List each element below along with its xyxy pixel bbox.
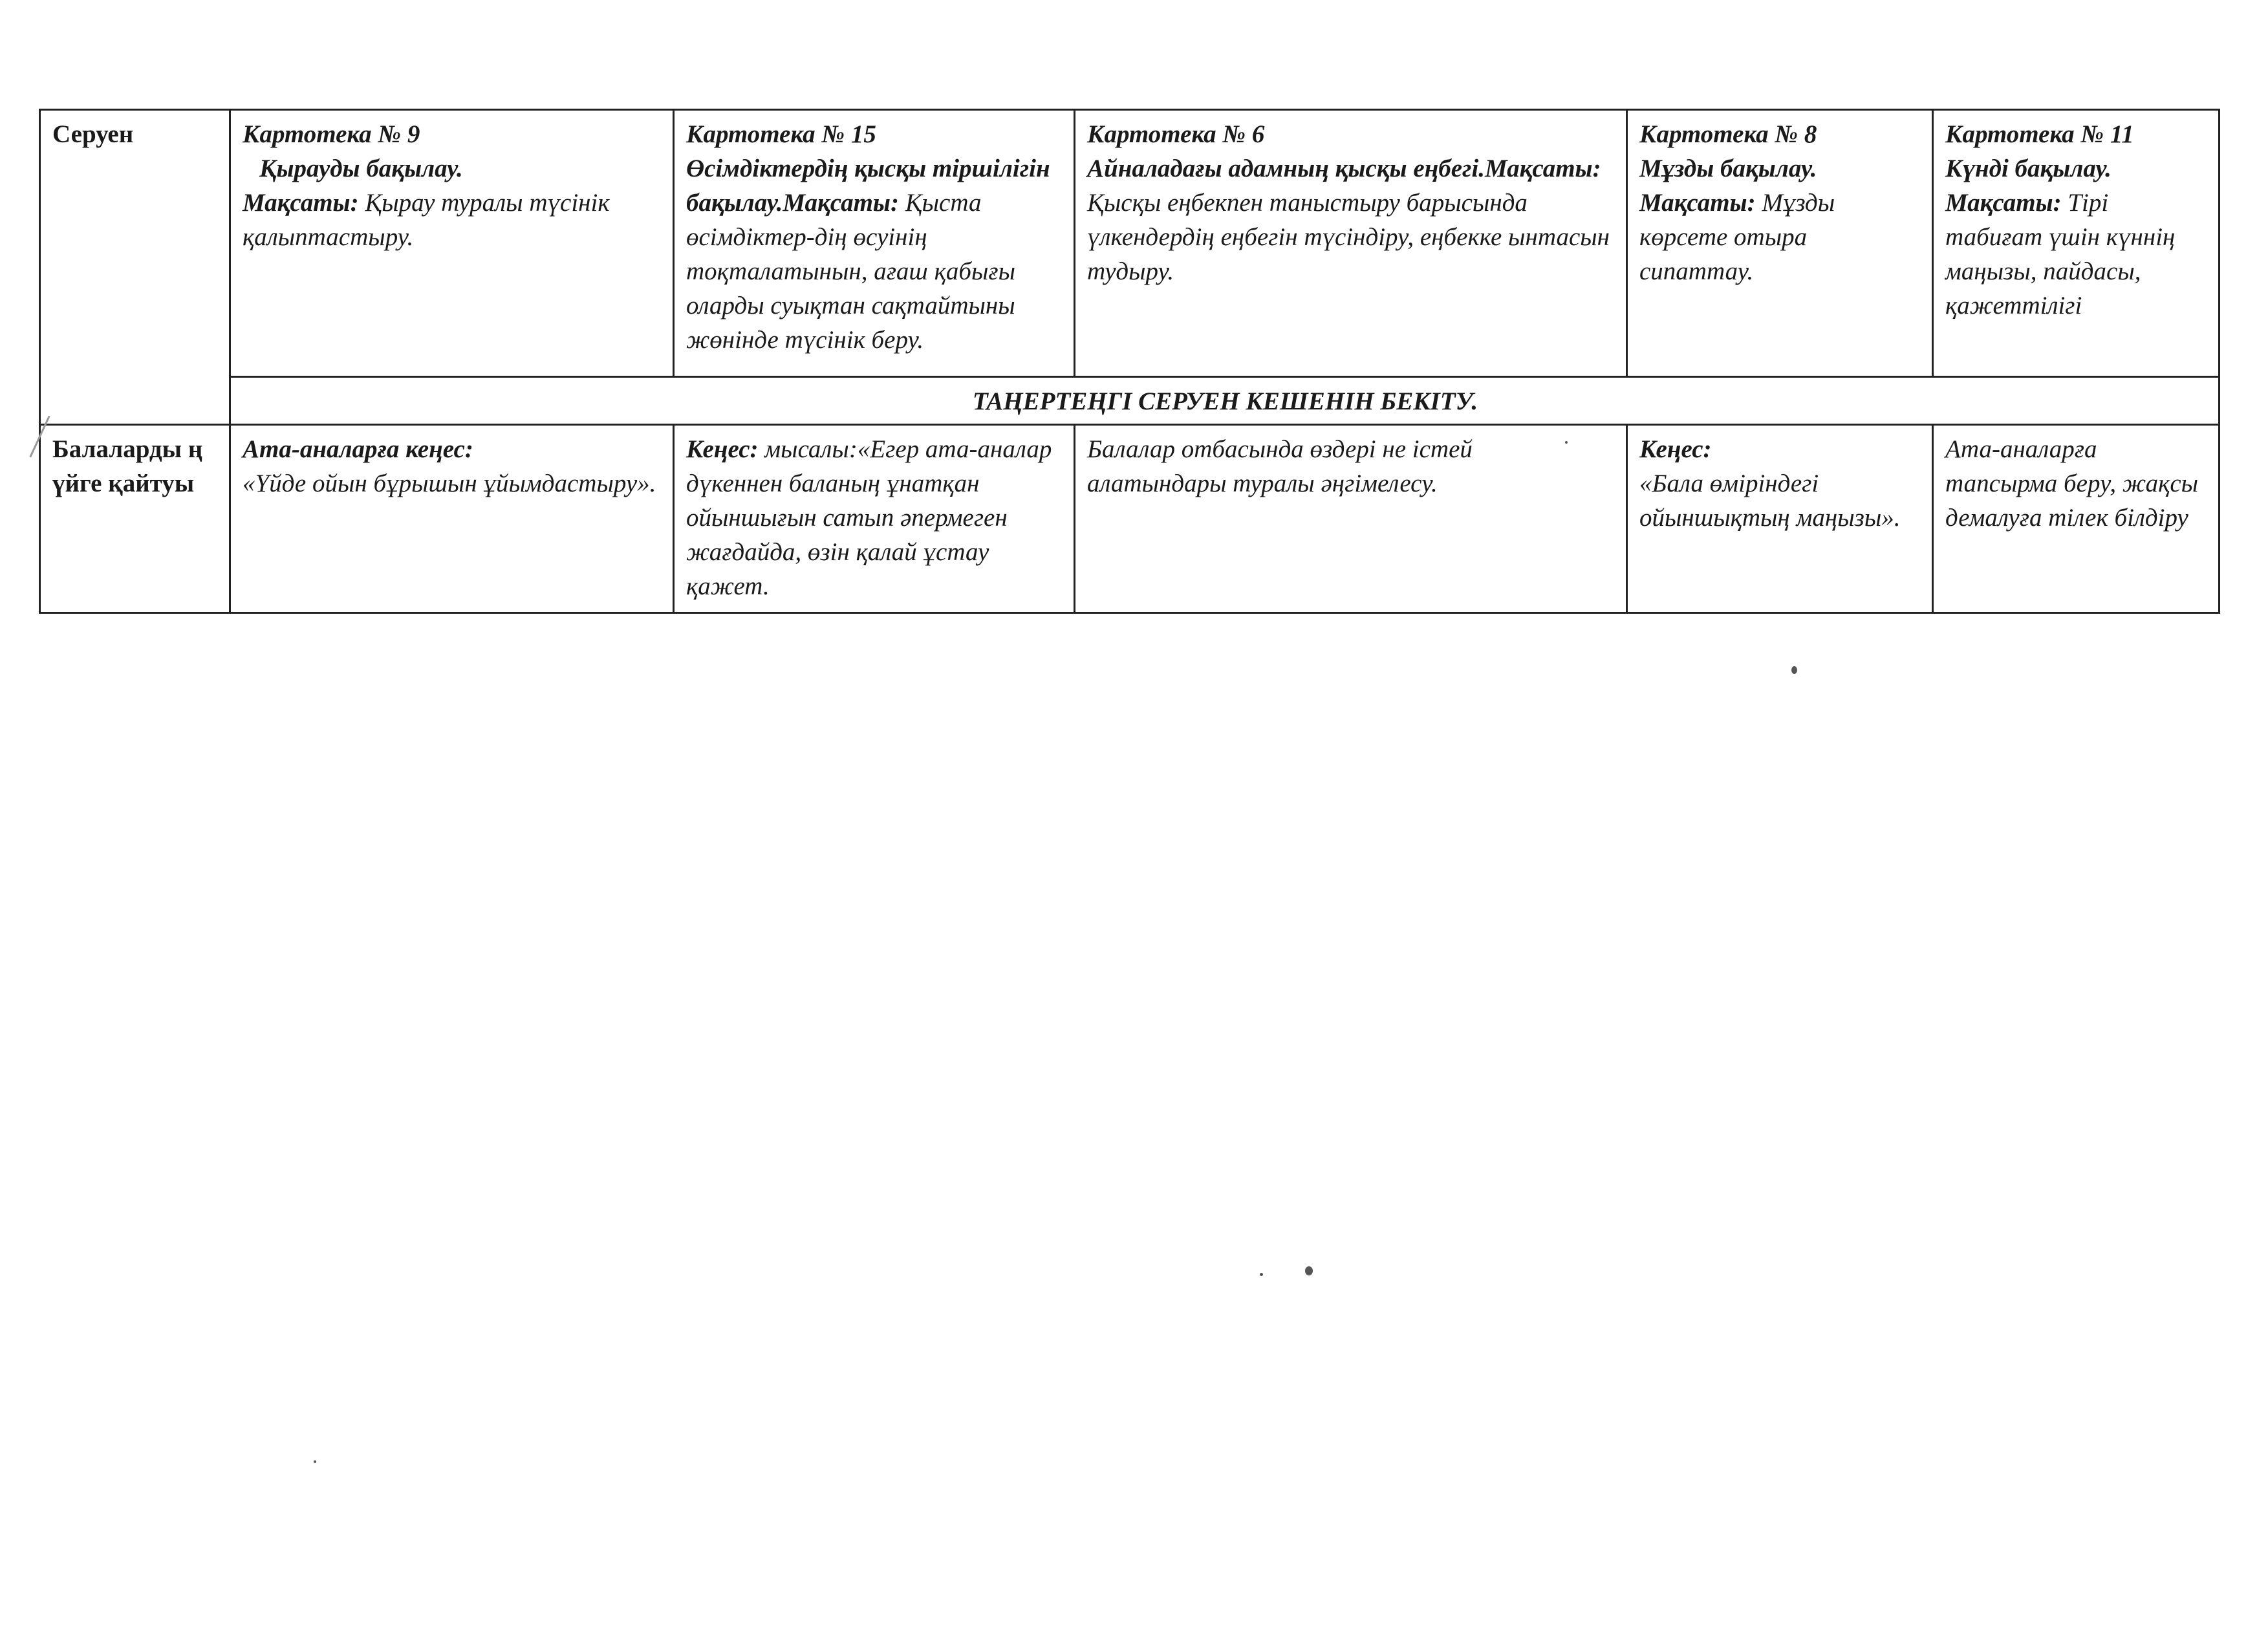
- walk-cell-2: [674, 110, 1075, 377]
- goal-text: Мұзды көрсете отыра сипаттау.: [1639, 189, 1835, 285]
- walk-cell-3: [1075, 110, 1627, 377]
- goal-label: Мақсаты:: [1945, 189, 2062, 217]
- goal-text: Қыста өсімдіктер-дің өсуінің тоқталатынын, ағаш қабығы оларды суықтан сақтайтыны жөнінде түсінік беру.: [686, 189, 1016, 354]
- card-subtitle: Айналадағы адамның қысқы еңбегі.: [1087, 155, 1485, 182]
- card-subtitle: Қырауды бақылау.: [259, 155, 463, 182]
- card-goal: [243, 186, 662, 254]
- advice-text: мысалы:«Егер ата-аналар дүкеннен баланың ұнатқан ойыншығын сатып әпермеген жағдайда, өзін қалай ұстау қажет.: [686, 435, 1052, 600]
- card-subtitle: Мұзды бақылау.: [1639, 155, 1817, 182]
- walk-summary-banner: ТАҢЕРТЕҢГІ СЕРУЕН КЕШЕНІН БЕКІТУ.: [230, 377, 2219, 425]
- daily-plan-table: [39, 109, 2220, 614]
- row-head-going-home: [40, 425, 230, 613]
- advice-label: Кеңес:: [686, 435, 759, 463]
- scan-speck: [1305, 1266, 1313, 1275]
- scan-speck: [1260, 1273, 1263, 1276]
- table-row: [40, 377, 2219, 425]
- advice-text: Ата-аналарға тапсырма беру, жақсы демалуға тілек білдіру: [1945, 435, 2199, 532]
- table-row: [40, 425, 2219, 613]
- row-head-label: Серуен: [52, 120, 134, 148]
- row-head-label: Балаларды ң үйге қайтуы: [52, 435, 203, 497]
- walk-cell-5: [1933, 110, 2219, 377]
- goal-label: Мақсаты:: [1485, 155, 1601, 182]
- goal-text: Тірі табиғат үшін күннің маңызы, пайдасы, қажеттілігі: [1945, 189, 2176, 319]
- advice-content: [686, 432, 1063, 603]
- goal-text: Қысқы еңбекпен таныстыру барысында үлкендердің еңбегін түсіндіру, еңбекке ынтасын тудыру.: [1087, 189, 1610, 285]
- table-row: [40, 110, 2219, 377]
- advice-text: Балалар отбасында өздері не істей алатындары туралы әңгімелесу.: [1087, 435, 1473, 497]
- card-subtitle: Күнді бақылау.: [1945, 155, 2111, 182]
- advice-text: «Бала өміріндегі ойыншықтың маңызы».: [1639, 470, 1901, 532]
- walk-cell-4: [1627, 110, 1933, 377]
- home-cell-1: [230, 425, 674, 613]
- card-title: Картотека № 11: [1945, 120, 2134, 148]
- card-title: Картотека № 6: [1087, 120, 1265, 148]
- advice-text: «Үйде ойын бұрышын ұйымдастыру».: [243, 470, 656, 497]
- scan-speck: [1791, 666, 1797, 674]
- card-title: Картотека № 8: [1639, 120, 1817, 148]
- home-cell-4: [1627, 425, 1933, 613]
- row-head-walk: [40, 110, 230, 425]
- card-goal: [1087, 151, 1615, 288]
- goal-text: Қырау туралы түсінік қалыптастыру.: [243, 189, 610, 251]
- card-subtitle: Өсімдіктердің қысқы тіршілігін бақылау.: [686, 155, 1050, 217]
- goal-label: Мақсаты:: [1639, 189, 1756, 217]
- walk-cell-1: [230, 110, 674, 377]
- scan-speck: [1565, 441, 1568, 444]
- card-title: Картотека № 15: [686, 120, 876, 148]
- scan-speck: [314, 1460, 316, 1463]
- advice-label: Ата-аналарға кеңес:: [243, 435, 473, 463]
- goal-label: Мақсаты:: [243, 189, 359, 217]
- card-title: Картотека № 9: [243, 120, 420, 148]
- card-goal: [1639, 186, 1921, 288]
- advice-label: Кеңес:: [1639, 435, 1712, 463]
- home-cell-3: [1075, 425, 1627, 613]
- home-cell-2: [674, 425, 1075, 613]
- goal-label: Мақсаты:: [783, 189, 899, 217]
- home-cell-5: [1933, 425, 2219, 613]
- card-goal: [1945, 186, 2208, 323]
- card-goal: [686, 151, 1063, 357]
